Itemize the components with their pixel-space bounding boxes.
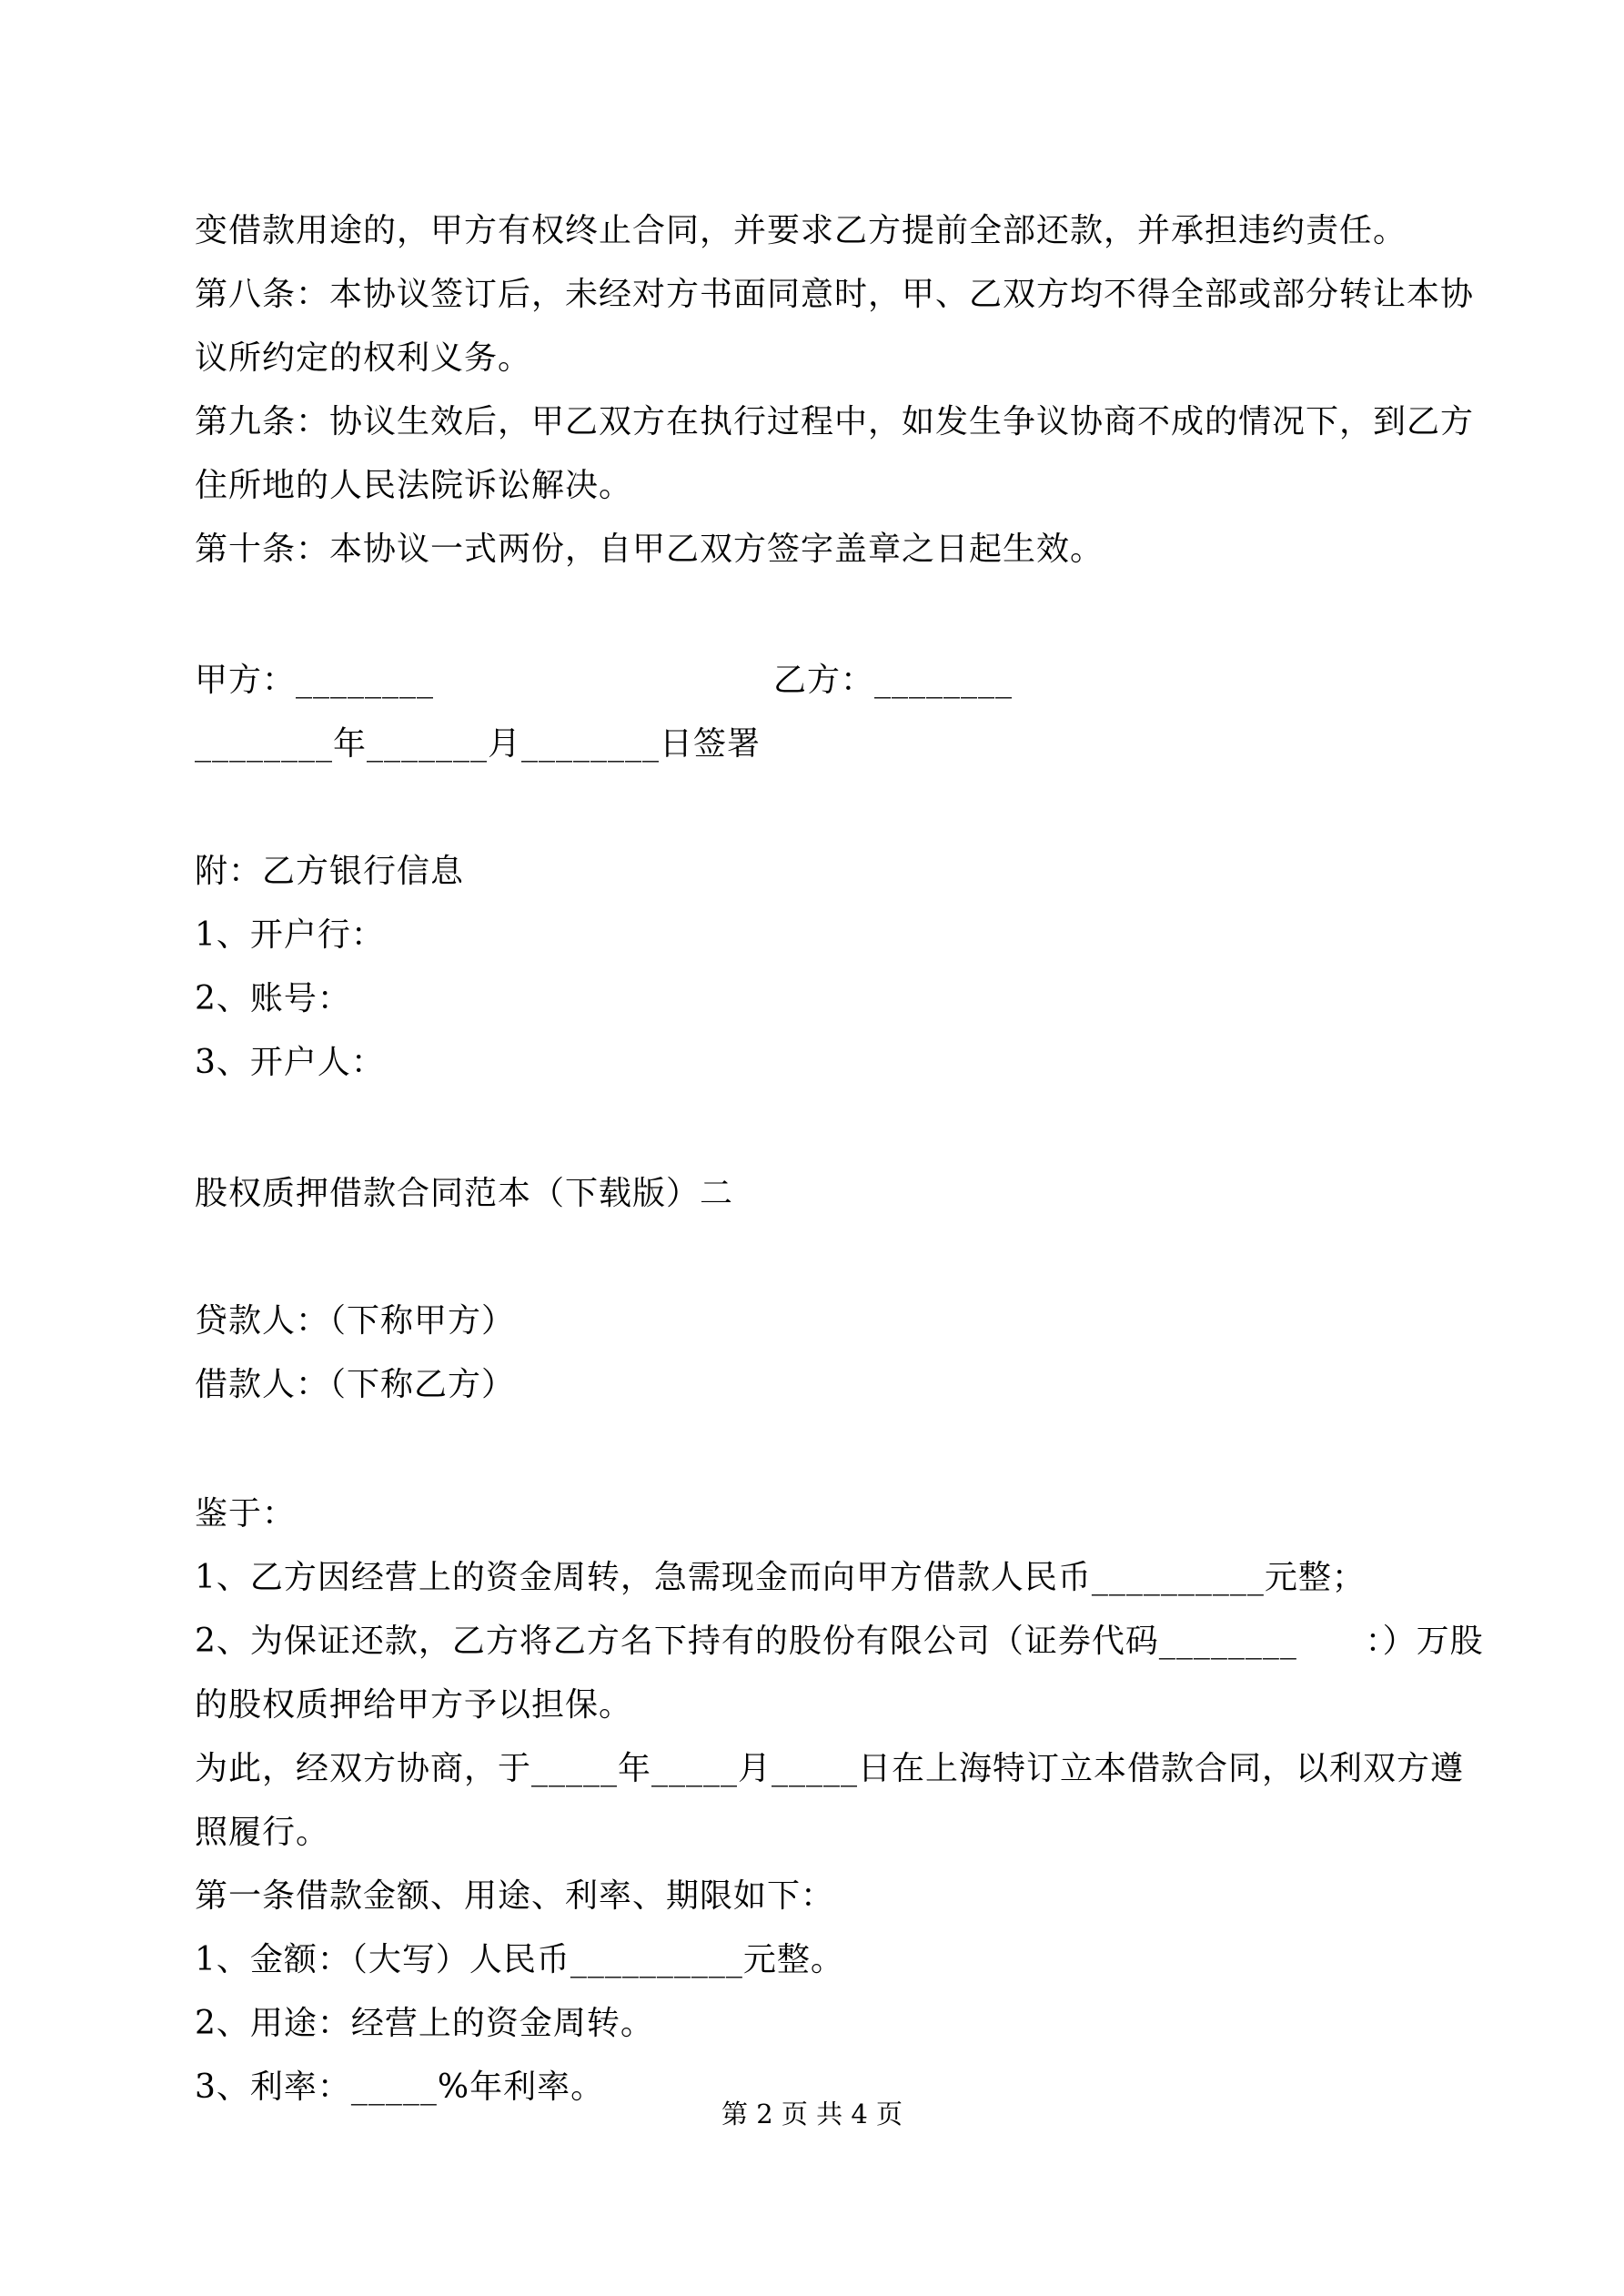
clause-line: 2、为保证还款，乙方将乙方名下持有的股份有限公司（证券代码________ ：）万股: [195, 1623, 1484, 1660]
clause-line: 1、金额：（大写）人民币__________元整。: [195, 1941, 844, 1978]
article-8-line-1: 第八条：本协议签订后，未经对方书面同意时，甲、乙双方均不得全部或部分转让本协: [195, 276, 1475, 313]
contract-title: 股权质押借款合同范本（下载版）二: [195, 1175, 734, 1212]
clause-line: 照履行。: [195, 1814, 330, 1851]
article-8-line-2: 议所约定的权利义务。: [195, 339, 532, 377]
bank-info-heading: 附：乙方银行信息: [195, 853, 465, 890]
whereas-heading: 鉴于：: [195, 1495, 297, 1532]
party-b-signature: 乙方：________: [773, 662, 1014, 699]
bank-info-item: 1、开户行：: [195, 916, 385, 954]
party-a-signature: 甲方：________: [195, 662, 435, 699]
clause-line: 为此，经双方协商，于_____年_____月_____日在上海特订立本借款合同，以利双方遵: [195, 1750, 1465, 1787]
article-10-line: 第十条：本协议一式两份，自甲乙双方签字盖章之日起生效。: [195, 531, 1105, 568]
lender-line: 贷款人：（下称甲方）: [195, 1302, 516, 1340]
page-footer: 第 2 页 共 4 页: [721, 2099, 903, 2129]
clause-line: 1、乙方因经营上的资金周转，急需现金而向甲方借款人民币__________元整；: [195, 1559, 1366, 1596]
article-1-heading: 第一条借款金额、用途、利率、期限如下：: [195, 1877, 835, 1915]
clause-line: 3、利率：_____%年利率。: [195, 2068, 605, 2106]
bank-info-item: 3、开户人：: [195, 1044, 385, 1081]
signing-date: ________年_______月________日签署: [195, 725, 762, 763]
article-9-line-1: 第九条：协议生效后，甲乙双方在执行过程中，如发生争议协商不成的情况下，到乙方: [195, 403, 1475, 440]
paragraph-line: 变借款用途的，甲方有权终止合同，并要求乙方提前全部还款，并承担违约责任。: [195, 212, 1407, 249]
article-9-line-2: 住所地的人民法院诉讼解决。: [195, 467, 633, 504]
bank-info-item: 2、账号：: [195, 980, 351, 1017]
clause-line: 2、用途：经营上的资金周转。: [195, 2005, 654, 2042]
clause-line: 的股权质押给甲方予以担保。: [195, 1686, 633, 1724]
borrower-line: 借款人：（下称乙方）: [195, 1366, 516, 1403]
